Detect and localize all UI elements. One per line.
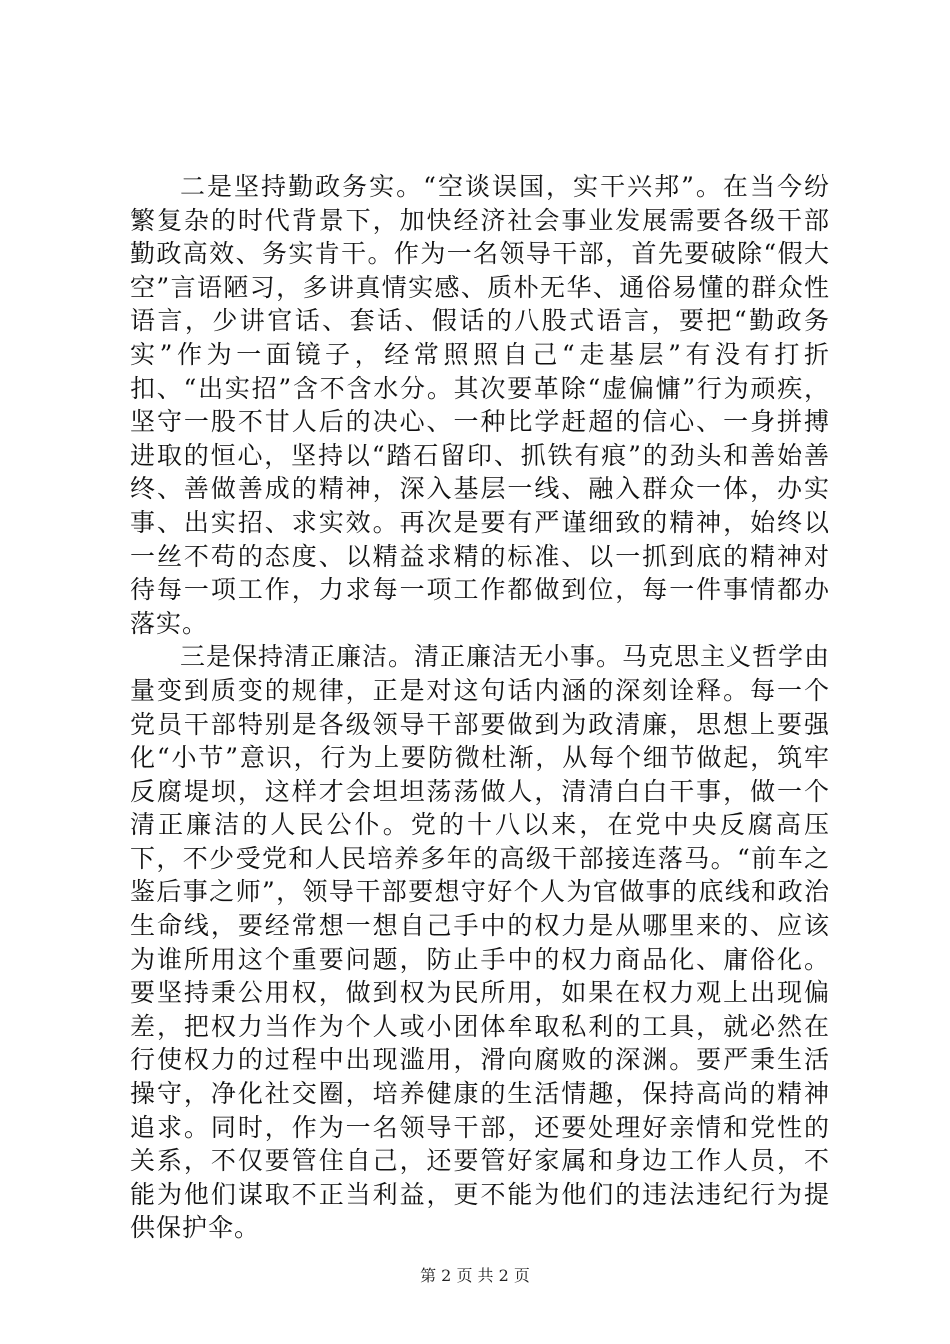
page-number-footer: 第 2 页 共 2 页 — [420, 1266, 530, 1285]
paragraph-diligence: 二是坚持勤政务实。“空谈误国，实干兴邦”。在当今纷繁复杂的时代背景下，加快经济社会事业发展需要各级干部勤政高效、务实肯干。作为一名领导干部，首先要破除“假大空”言语陋习，多讲真情实感、质朴无华、通俗易懂的群众性语言，少讲官话、套话、假话的八股式语言，要把“勤政务实”作为一面镜子，经常照照自己“走基层”有没有打折扣、“出实招”含不含水分。其次要革除“虚偏慵”行为顽疾，坚守一股不甘人后的决心、一种比学赶超的信心、一身拼搏进取的恒心，坚持以“踏石留印、抓铁有痕”的劲头和善始善终、善做善成的精神，深入基层一线、融入群众一体，办实事、出实招、求实效。再次是要有严谨细致的精神，始终以一丝不苟的态度、以精益求精的标准、以一抓到底的精神对待每一项工作，力求每一项工作都做到位，每一件事情都办落实。 — [130, 172, 830, 638]
paragraph-integrity: 三是保持清正廉洁。清正廉洁无小事。马克思主义哲学由量变到质变的规律，正是对这句话内涵的深刻诠释。每一个党员干部特别是各级领导干部要做到为政清廉，思想上要强化“小节”意识，行为上要防微杜渐，从每个细节做起，筑牢反腐堤坝，这样才会坦坦荡荡做人，清清白白干事，做一个清正廉洁的人民公仆。党的十八以来，在党中央反腐高压下，不少受党和人民培养多年的高级干部接连落马。“前车之鉴后事之师”，领导干部要想守好个人为官做事的底线和政治生命线，要经常想一想自己手中的权力是从哪里来的、应该为谁所用这个重要问题，防止手中的权力商品化、庸俗化。要坚持秉公用权，做到权为民所用，如果在权力观上出现偏差，把权力当作为个人或小团体牟取私利的工具，就必然在行使权力的过程中出现滥用，滑向腐败的深渊。要严秉生活操守，净化社交圈，培养健康的生活情趣，保持高尚的精神追求。同时，作为一名领导干部，还要处理好亲情和党性的关系，不仅要管住自己，还要管好家属和身边工作人员，不能为他们谋取不正当利益，更不能为他们的违法违纪行为提供保护伞。 — [130, 642, 831, 1243]
document-body — [130, 170, 830, 1245]
